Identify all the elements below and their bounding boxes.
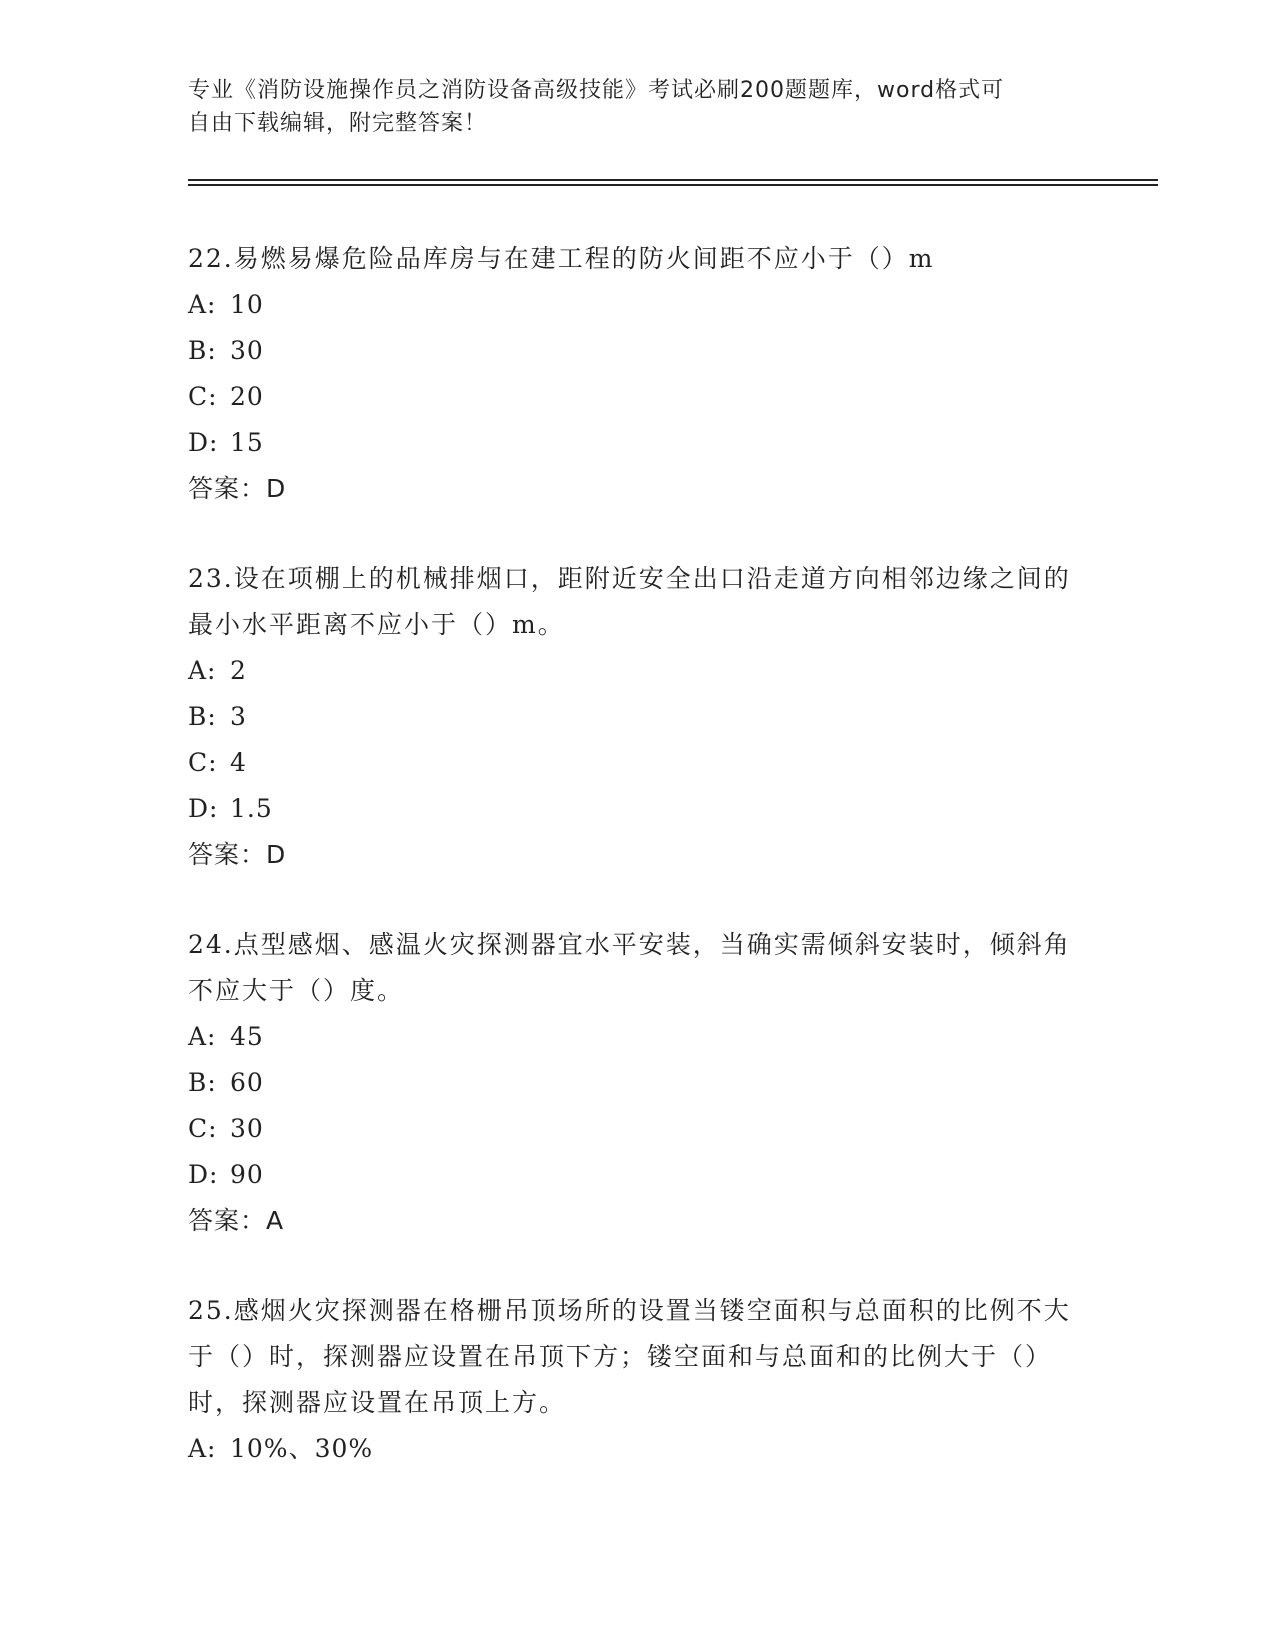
header-intro-line-1: 专业《消防设施操作员之消防设备高级技能》考试必刷200题题库，word格式可 [188,78,1005,103]
option-text: 30 [230,336,264,365]
option-a [188,282,1078,328]
option-letter: D: [188,794,219,823]
option-text: 60 [230,1068,264,1097]
option-text: 10 [230,290,264,319]
option-text: 15 [230,428,264,457]
option-b [188,694,1078,740]
option-a [188,1426,1078,1472]
question-23 [188,556,1078,878]
option-letter: D: [188,1160,219,1189]
option-letter: A: [188,290,217,319]
option-b [188,1060,1078,1106]
question-22 [188,236,1078,512]
option-text: 4 [230,748,247,777]
answer-line: 答案：A [188,1206,285,1235]
option-letter: B: [188,702,217,731]
option-letter: C: [188,382,218,411]
option-text: 10%、30% [230,1434,374,1463]
answer-line: 答案：D [188,840,287,869]
option-d [188,420,1078,466]
option-text: 20 [230,382,264,411]
option-letter: A: [188,1022,217,1051]
option-d [188,1152,1078,1198]
option-letter: C: [188,1114,218,1143]
question-stem: 24.点型感烟、感温火灾探测器宜水平安装，当确实需倾斜安装时，倾斜角不应大于（）度。 [188,930,1071,1005]
header-divider-top [188,179,1158,181]
option-letter: A: [188,1434,217,1463]
option-text: 30 [230,1114,264,1143]
option-a [188,648,1078,694]
option-c [188,740,1078,786]
question-stem: 23.设在项棚上的机械排烟口，距附近安全出口沿走道方向相邻边缘之间的最小水平距离不应小于（）m。 [188,564,1071,639]
option-text: 2 [230,656,247,685]
option-c [188,1106,1078,1152]
option-letter: C: [188,748,218,777]
question-24 [188,922,1078,1244]
answer-line: 答案：D [188,474,287,503]
option-letter: B: [188,336,217,365]
question-stem: 25.感烟火灾探测器在格栅吊顶场所的设置当镂空面积与总面积的比例不大于（）时，探测器应设置在吊顶下方；镂空面和与总面和的比例大于（）时，探测器应设置在吊顶上方。 [188,1296,1071,1417]
option-d [188,786,1078,832]
option-c [188,374,1078,420]
header-divider-bottom [188,184,1158,186]
option-text: 45 [230,1022,264,1051]
document-header [188,74,1088,140]
option-text: 90 [230,1160,264,1189]
header-intro-line-2: 自由下载编辑，附完整答案！ [188,111,488,136]
option-a [188,1014,1078,1060]
question-stem: 22.易燃易爆危险品库房与在建工程的防火间距不应小于（）m [188,244,935,273]
question-25 [188,1288,1078,1472]
option-text: 3 [230,702,247,731]
option-b [188,328,1078,374]
option-text: 1.5 [230,794,273,823]
option-letter: D: [188,428,219,457]
option-letter: A: [188,656,217,685]
option-letter: B: [188,1068,217,1097]
